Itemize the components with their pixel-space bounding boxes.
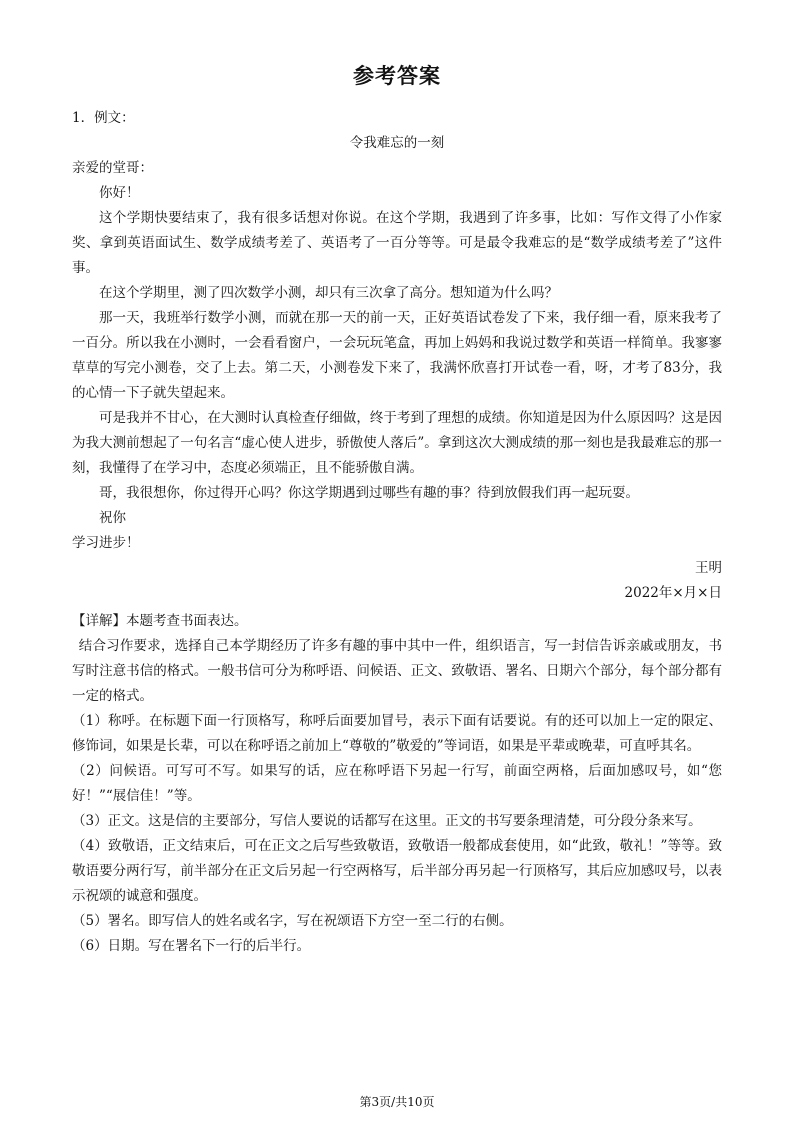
letter-closing-2: 学习进步！ xyxy=(72,535,140,551)
analysis-intro: 结合习作要求，选择自己本学期经历了许多有趣的事中其中一件，组织语言，写一封信告诉亲戚或朋友，书写时注意书信的格式。一般书信可分为称呼语、问候语、正文、致敬语、署名、日期六个部分，每个部分都有一定的格式。 xyxy=(72,638,722,704)
page-title: 参考答案 xyxy=(353,64,441,88)
letter-paragraph: 那一天，我班举行数学小测，而就在那一天的前一天，正好英语试卷发了下来，我仔细一看，原来我考了一百分。所以我在小测时，一会看看窗户，一会玩玩笔盒，再加上妈妈和我说过数学和英语一样简单。我寥寥草草的写完小测卷，交了上去。第二天，小测卷发下来了，我满怀欣喜打开试卷一看，呀，才考了83分，我的心情一下子就失望起来。 xyxy=(72,310,722,401)
letter-salutation: 亲爱的堂哥： xyxy=(72,160,153,176)
letter-closing-1: 祝你 xyxy=(99,510,126,526)
letter-date: 2022年×月×日 xyxy=(624,585,722,601)
analysis-section xyxy=(72,609,722,959)
letter-paragraph: 在这个学期里，测了四次数学小测，却只有三次拿了高分。想知道为什么吗？ xyxy=(99,285,558,301)
analysis-point: （2）问候语。可写可不写。如果写的话，应在称呼语下另起一行写，前面空两格，后面加感叹号，如“您好！”“展信佳！”等。 xyxy=(72,763,722,804)
letter-signature: 王明 xyxy=(695,560,722,576)
analysis-point: （5）署名。即写信人的姓名或名字，写在祝颂语下方空一至二行的右侧。 xyxy=(72,913,513,929)
letter-paragraph: 哥，我很想你，你过得开心吗？你这学期遇到过哪些有趣的事？待到放假我们再一起玩耍。 xyxy=(99,485,639,501)
analysis-point: （6）日期。写在署名下一行的后半行。 xyxy=(72,938,311,954)
page-number: 第3页/共10页 xyxy=(359,1095,435,1109)
analysis-point: （4）致敬语，正文结束后，可在正文之后写些致敬语，致敬语一般都成套使用，如“此致，敬礼！”等等。致敬语要分两行写，前半部分在正文后另起一行空两格写，后半部分再另起一行顶格写，其后应加感叹号，以表示祝颂的诚意和强度。 xyxy=(72,838,722,904)
analysis-point: （1）称呼。在标题下面一行顶格写，称呼后面要加冒号，表示下面有话要说。有的还可以加上一定的限定、修饰词，如果是长辈，可以在称呼语之前加上“尊敬的”敬爱的”等词语，如果是平辈或晚辈，可直呼其名。 xyxy=(72,713,722,754)
analysis-point: （3）正文。这是信的主要部分，写信人要说的话都写在这里。正文的书写要条理清楚，可分段分条来写。 xyxy=(72,813,702,829)
question-label: 1．例文： xyxy=(72,110,135,126)
letter-paragraph: 可是我并不甘心，在大测时认真检查仔细做，终于考到了理想的成绩。你知道是因为什么原因吗？这是因为我大测前想起了一句名言“虚心使人进步，骄傲使人落后”。拿到这次大测成绩的那一刻也是我最难忘的那一刻，我懂得了在学习中，态度必须端正，且不能骄傲自满。 xyxy=(72,410,722,476)
analysis-heading: 【详解】本题考查书面表达。 xyxy=(72,613,248,629)
letter-paragraph: 这个学期快要结束了，我有很多话想对你说。在这个学期，我遇到了许多事，比如：写作文得了小作家奖、拿到英语面试生、数学成绩考差了、英语考了一百分等等。可是最令我难忘的是“数学成绩考差了”这件事。 xyxy=(72,210,722,276)
letter-greeting: 你好！ xyxy=(99,185,140,201)
document-body xyxy=(72,106,722,959)
essay-title: 令我难忘的一刻 xyxy=(349,135,445,151)
